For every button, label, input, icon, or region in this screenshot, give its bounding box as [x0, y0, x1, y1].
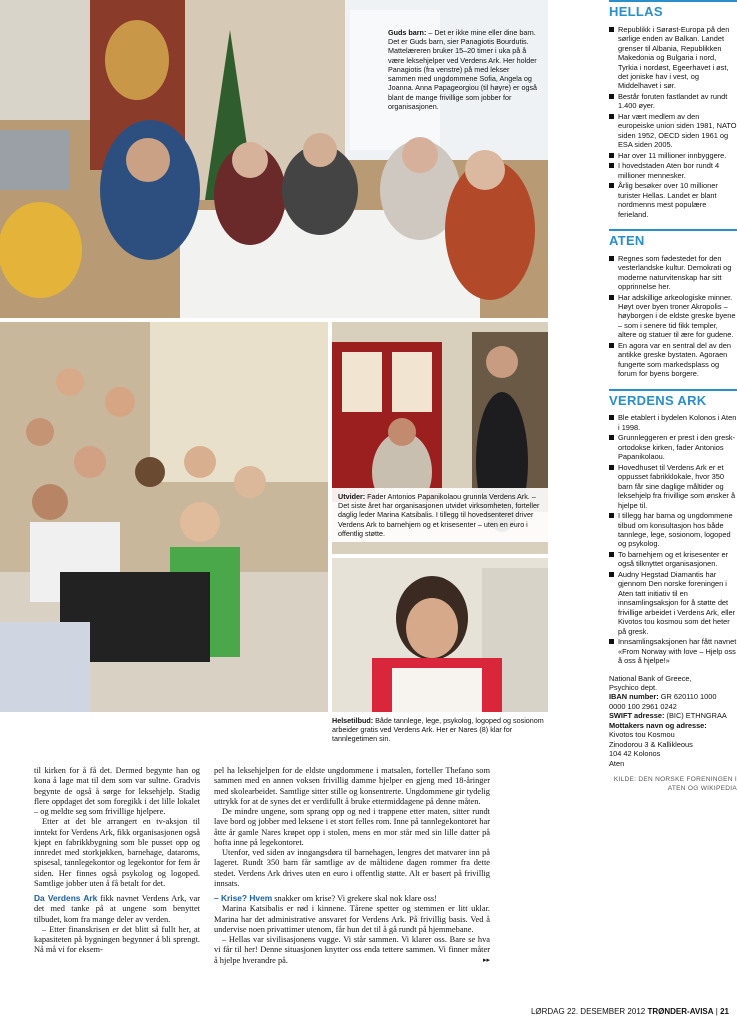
receiver-line: Kivotos tou Kosmou	[609, 730, 675, 740]
list-item: Regnes som fødestedet for den vesterlandske kultur. Demokrati og moderne naturvitenskap har sitt opprinnelse her.	[609, 254, 737, 292]
children-scene-illustration	[0, 322, 328, 712]
list-item: I hovedstaden Aten bor rundt 4 millioner mennesker.	[609, 161, 737, 180]
list-item: Har over 11 millioner innbyggere.	[609, 151, 737, 160]
list-item: Har vært medlem av den europeiske union siden 1981, NATO siden 1952, OECD siden 1961 og ESA siden 2005.	[609, 112, 737, 150]
section-title-hellas: HELLAS	[609, 0, 737, 21]
iban-value-2: 0000 100 2961 0242	[609, 701, 677, 711]
list-item: Hovedhuset til Verdens Ark er et oppusset fabrikklokale, hvor 350 barn får sine daglige måltider og leksehjelp fra frivillige som ønsker å hjelpe til.	[609, 463, 737, 510]
page-number: 21	[720, 1007, 729, 1016]
receiver-label-text: Mottakers navn og adresse:	[609, 720, 707, 730]
article-text: – Hellas var sivilisasjonens vugge. Vi står sammen. Vi klarer oss. Bare se hva vi får til her! Denne situasjonen knytter oss enda tettere sammen. Vi finner måter å hjelpe hverandre på.	[214, 935, 490, 965]
iban-row	[609, 692, 737, 701]
aten-list	[609, 254, 737, 379]
list-item: Grunnleggeren er prest i den gresk-ortodokse kirken, fader Antonios Papanikolaou.	[609, 433, 737, 461]
article-para: Utenfor, ved siden av inngangsdøra til barnehagen, lengres det matvarer inn på lageret. Rundt 350 barn får samtlige av de måltidene dagen rommer fra dette stedet. Verdens Ark drives uten en euro i offentlig støtte. Alt er basert på frivillig innsats.	[214, 848, 490, 888]
photo-children	[0, 322, 328, 712]
article-text: fikk navnet Verdens Ark, var det med tanke på at ungene som benyttet tilbudet, kom fra mange deler av verden.	[34, 894, 200, 924]
article-para: – Etter finanskrisen er det blitt så fullt her, at kapasiteten på bygningen begynner å bli sprengt. Nå må vi for eksem-	[34, 924, 200, 955]
article-para: De mindre ungene, som sprang opp og ned i trappene etter maten, sitter rundt lave bord og jobber med leksene i et stort felles rom. Inne på tannlegekontoret har åtte år gamle Nares krøpet opp i stolen, mens en mor står med sin lille datter på hofta inne på legekontoret.	[214, 807, 490, 847]
bank-details	[609, 674, 737, 769]
article-para: Marina Katsibalis er rød i kinnene. Tårene spetter og stemmen er litt uklar. Marina har det administrative ansvaret for Verdens Ark. På frivillig basis. Ved å undervise noen privattimer utenom, får hun det til å gå rundt på hjemmebane.	[214, 904, 490, 934]
source-note: KILDE: DEN NORSKE FORENINGEN I ATEN OG WIKIPEDIA	[613, 776, 737, 792]
article-para-lead	[34, 893, 200, 925]
swift-label: SWIFT adresse:	[609, 711, 665, 721]
caption-middle-lead: Utvider:	[338, 492, 366, 501]
hellas-list	[609, 25, 737, 219]
article-para: til kirken for å få det. Dermed begynte han og kona å lage mat til dem som var sultne. Gradvis begynte de også å sørge for leksehjelp. Stadig flere oppdaget det som foregikk i det lille lokalet – og meldte seg som frivillige hjelpere.	[34, 766, 200, 816]
photo-girl-dentist	[332, 558, 548, 712]
section-title-aten: ATEN	[609, 229, 737, 250]
article-para-lead	[214, 893, 490, 904]
list-item: Årlig besøker over 10 millioner turister Hellas. Landet er blant nordmenns mest populære ferieland.	[609, 181, 737, 219]
article-para: pel ha leksehjelpen for de eldste ungdommene i matsalen, forteller Thefano som sammen med en annen voksen frivillig damme hjelper en gjeng med 18-åringer med skolearbeidet. Samtlige sitter stille og konsentrerte. Ungdommene gir tydelig uttrykk for at de synes det er verdifullt å bruke ettermiddagene på denne måten.	[214, 766, 490, 806]
footer-separator: |	[715, 1007, 718, 1016]
list-item: En agora var en sentral del av den antikke greske bystaten. Agoraen fungerte som markedsplass og forum for byens borgere.	[609, 341, 737, 379]
verdens-ark-list	[609, 413, 737, 665]
caption-top	[382, 24, 544, 115]
caption-top-text: – Det er ikke mine eller dine barn. Det er Guds barn, sier Panagiotis Bourdutis. Mattelæreren bruker 15–20 timer i uka på å være leksehjelper ved Verdens Ark. Her holder Panagiotis (fra venstre) på med lekser sammen med ungdommene Sofia, Angela og Joanna. Anna Papageorgiou (til høyre) er også blant de mange frivillige som jobber for organisasjonen.	[388, 28, 538, 111]
article-col-1	[34, 766, 200, 956]
list-item: To barnehjem og et krisesenter er også tilknyttet organisasjonen.	[609, 550, 737, 569]
receiver-line: 104 42 Kolonos	[609, 749, 661, 759]
caption-middle-text: Fader Antonios Papanikolaou grunnla Verdens Ark. – Det siste året har organisasjonen utvidet virksomheten, forteller daglig leder Marina Katsibalis. I tillegg til hovedsenteret driver Verdens Ark to barnehjem og et krisesenter – uten en euro i offentlig støtte.	[338, 492, 540, 538]
list-item: I tillegg har barna og ungdommene tilbud om konsultasjon hos både tannlege, lege, sosionom, logoped og psykolog.	[609, 511, 737, 549]
continue-arrow-icon: ▸▸	[482, 955, 490, 964]
list-item: Har adskillige arkeologiske minner. Høyt over byen troner Akropolis – høyborgen i de eldste greske byene – som i senere tid fikk templer, altere og statuer til ære for gudene.	[609, 293, 737, 340]
caption-middle	[332, 488, 548, 542]
list-item: Ble etablert i bydelen Kolonos i Aten i 1998.	[609, 413, 737, 432]
article-para	[214, 935, 490, 966]
list-item: Innsamlingsaksjonen har fått navnet «From Norway with love – Hjelp oss å oss å hjelpe!»	[609, 637, 737, 665]
caption-top-lead: Guds barn:	[388, 28, 427, 37]
list-item: Består foruten fastlandet av rundt 1.400 øyer.	[609, 92, 737, 111]
iban-label: IBAN number:	[609, 692, 659, 702]
swift-value: (BIC) ETHNGRAA	[664, 711, 727, 721]
receiver-label	[609, 721, 737, 730]
section-title-verdens-ark: VERDENS ARK	[609, 389, 737, 410]
page-footer	[531, 1007, 729, 1016]
subhead-lead: – Krise? Hvem	[214, 893, 273, 903]
caption-bottom-lead: Helsetilbud:	[332, 716, 374, 725]
swift-row	[609, 711, 737, 720]
list-item: Republikk i Sørøst-Europa på den sørlige enden av Balkan. Landet grenser til Albania, Republikken Makedonia og Bulgaria i nord, Tyrkia i nordøst, Egeerhavet i øst, det joniske hav i vest, og Middelhavet i sør.	[609, 25, 737, 91]
bank-line: Psychico dept.	[609, 683, 658, 692]
list-item: Audny Hegstad Diamantis har gjennom Den norske foreningen i Aten tatt initiativ til en innsamlingsaksjon for å støtte det frivillige arbeidet i Verdens Ark, eller Kivotos tou kosmou som det heter på gresk.	[609, 570, 737, 636]
fact-sidebar	[609, 0, 737, 793]
receiver-line: Zinodorou 3 & Kallikleous	[609, 739, 693, 749]
footer-paper: TRØNDER-AVISA	[647, 1007, 714, 1016]
dentist-scene-illustration	[332, 558, 548, 712]
footer-date: LØRDAG 22. DESEMBER 2012	[530, 1007, 646, 1016]
article-para: Etter at det ble arrangert en tv-aksjon til inntekt for Verdens Ark, fikk organisasjonen også kjøpt en fabrikkbygning som ble pusset opp og innredet med storkjøkken, barnehage, dataroms, spisesal, tannlegekontor og legekontor for fem år siden. Her finnes også psykolog og logoped. Samtlige jobber uten å få betalt for det.	[34, 817, 200, 888]
subhead-lead: Da Verdens Ark	[34, 893, 98, 903]
article-text: snakker om krise? Vi grekere skal nok klare oss!	[272, 894, 437, 903]
article-col-2	[214, 766, 490, 966]
caption-bottom	[332, 716, 548, 744]
receiver-line: Aten	[609, 758, 625, 768]
bank-line: National Bank of Greece,	[609, 673, 692, 683]
caption-bottom-text: Både tannlege, lege, psykolog, logoped og sosionom arbeider gratis ved Verdens Ark. Her er Nares (8) klar for tannlegetimen sin.	[332, 716, 544, 744]
iban-value: GR 620110 1000	[658, 692, 717, 702]
